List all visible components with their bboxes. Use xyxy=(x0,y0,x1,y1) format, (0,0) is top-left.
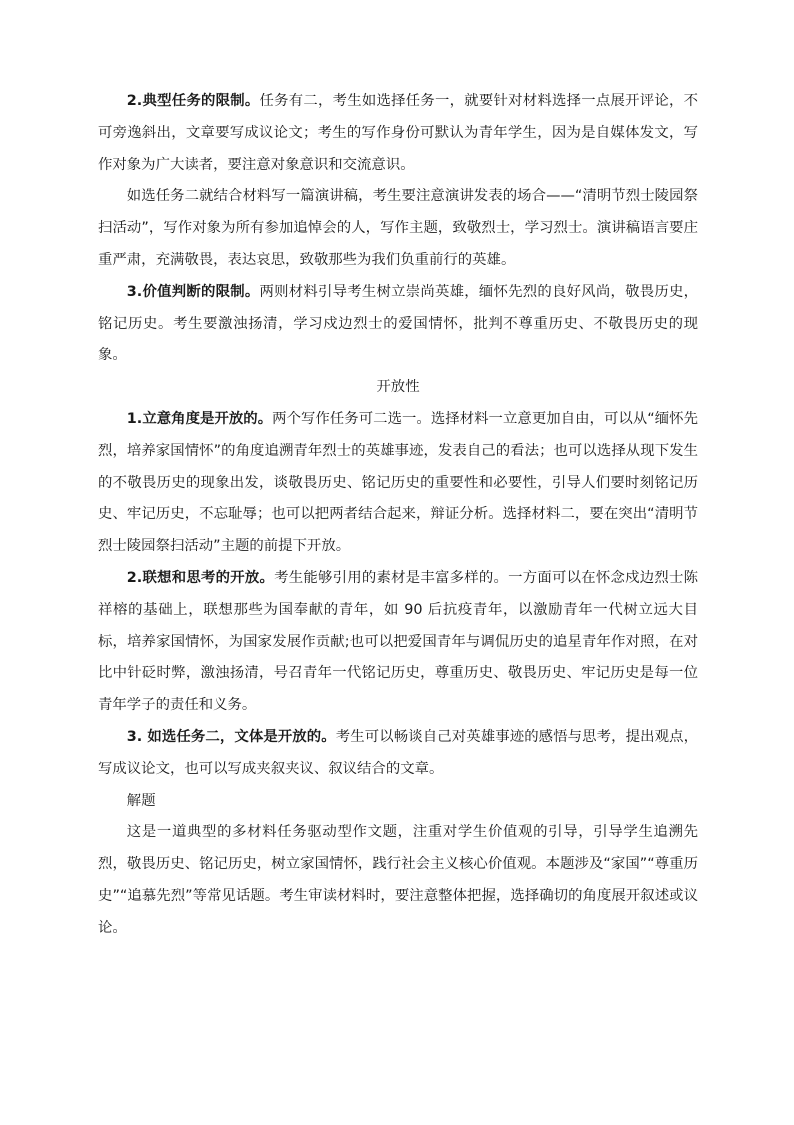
paragraph-analysis xyxy=(98,817,698,944)
paragraph-text: 这是一道典型的多材料任务驱动型作文题，注重对学生价值观的引导，引导学生追溯先烈，敬畏历史、铭记历史，树立家国情怀，践行社会主义核心价值观。本题涉及“家国”“尊重历史”“追慕先烈”等常见话题。考生审读材料时，要注意整体把握，选择确切的角度展开叙述或议论。 xyxy=(98,824,698,936)
section-title-openness: 开放性 xyxy=(376,379,420,396)
document-body xyxy=(98,86,698,945)
paragraph-text: 两个写作任务可二选一。选择材料一立意更加自由，可以从“缅怀先烈，培养家国情怀”的角度追溯青年烈士的英雄事迹，发表自己的看法；也可以选择从现下发生的不敬畏历史的现象出发，谈敬畏历史、铭记历史的重要性和必要性，引导人们要时刻铭记历史、牢记历史，不忘耻辱；也可以把两者结合起来，辩证分析。选择材料二，要在突出“清明节烈士陵园祭扫活动”主题的前提下开放。 xyxy=(98,410,698,555)
paragraph-task-limit xyxy=(98,86,698,181)
paragraph-value-limit xyxy=(98,277,698,372)
analysis-heading: 解题 xyxy=(126,792,156,809)
paragraph-lead: 3.价值判断的限制。 xyxy=(126,283,260,300)
paragraph-lead: 1.立意角度是开放的。 xyxy=(126,410,273,427)
paragraph-lead: 2.典型任务的限制。 xyxy=(126,93,260,109)
paragraph-text: 如选任务二就结合材料写一篇演讲稿，考生要注意演讲发表的场合——“清明节烈士陵园祭扫活动”，写作对象为所有参加追悼会的人，写作主题，致敬烈士，学习烈士。演讲稿语言要庄重严肃，充满敬畏，表达哀思，致敬那些为我们负重前行的英雄。 xyxy=(98,188,698,268)
paragraph-lead: 3. 如选任务二，文体是开放的。 xyxy=(126,728,336,745)
paragraph-text: 考生能够引用的素材是丰富多样的。一方面可以在怀念戍边烈士陈祥榕的基础上，联想那些为国奉献的青年，如 90 后抗疫青年，以激励青年一代树立远大目标，培养家国情怀，为国家发展作贡献;也可以把爱国青年与调侃历史的追星青年作对照，在对比中针砭时弊，激浊扬清，号召青年一代铭记历史，尊重历史、敬畏历史、牢记历史是每一位青年学子的责任和义务。 xyxy=(98,569,698,714)
paragraph-text: 两则材料引导考生树立崇尚英雄，缅怀先烈的良好风尚，敬畏历史，铭记历史。考生要激浊扬清，学习戍边烈士的爱国情怀，批判不尊重历史、不敬畏历史的现象。 xyxy=(98,283,698,364)
paragraph-text: 考生可以畅谈自己对英雄事迹的感悟与思考，提出观点，写成议论文，也可以写成夹叙夹议、叙议结合的文章。 xyxy=(98,728,698,777)
paragraph-text: 任务有二，考生如选择任务一，就要针对材料选择一点展开评论，不可旁逸斜出，文章要写成议论文；考生的写作身份可默认为青年学生，因为是自媒体发文，写作对象为广大读者，要注意对象意识和交流意识。 xyxy=(98,93,698,173)
paragraph-open-style xyxy=(98,722,698,786)
paragraph-lead: 2.联想和思考的开放。 xyxy=(126,569,275,586)
paragraph-speech-task xyxy=(98,181,698,276)
paragraph-open-angle xyxy=(98,404,698,563)
paragraph-open-thinking xyxy=(98,563,698,722)
